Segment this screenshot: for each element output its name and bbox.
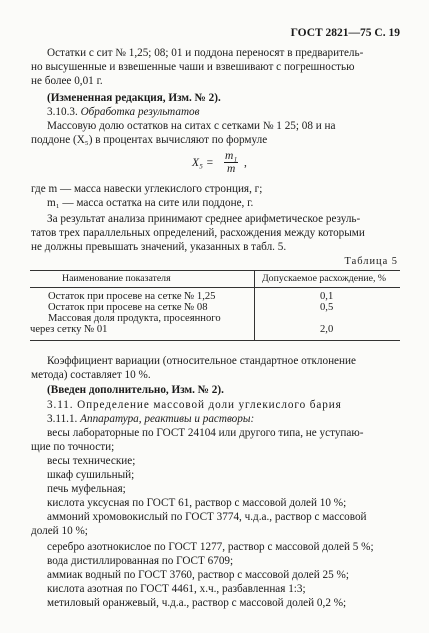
section-heading [47, 413, 254, 426]
list-item: весы технические; [47, 455, 136, 467]
paragraph-line: но высушенные и взвешенные чаши и взвешивают с погрешностью [31, 61, 355, 73]
amendment-note: (Измененная редакция, Изм. № 2). [47, 92, 221, 104]
formula-lhs: X₅ = [192, 157, 214, 169]
formula-fraction [224, 150, 238, 175]
definition-line: где m — масса навески углекислого стронция, г; [31, 183, 263, 195]
formula-tail: , [244, 157, 247, 169]
section-heading: 3.11. Определение массовой доли углекислого бария [47, 399, 342, 411]
list-item: вода дистиллированная по ГОСТ 6709; [47, 555, 234, 567]
list-item: аммиак водный по ГОСТ 3760, раствор с массовой долей 25 %; [47, 569, 349, 581]
section-title: Обработка результатов [80, 106, 200, 118]
table-header: Наименование показателя [62, 273, 171, 284]
list-item: весы лабораторные по ГОСТ 24104 или другого типа, не уступаю- [47, 427, 364, 439]
paragraph-line: За результат анализа принимают среднее арифметическое резуль- [47, 213, 361, 225]
list-item: шкаф сушильный; [47, 469, 135, 481]
amendment-note: (Введен дополнительно, Изм. № 2). [47, 384, 224, 396]
paragraph-line: Массовую долю остатков на ситах с сетками № 1 25; 08 и на [47, 120, 336, 132]
paragraph-line: не более 0,01 г. [31, 75, 103, 87]
page-header: ГОСТ 2821—75 С. 19 [290, 27, 400, 39]
formula-denominator: m [227, 163, 236, 175]
table-caption: Таблица 5 [344, 256, 398, 267]
list-item: щие по точности; [31, 441, 115, 453]
table-rule [30, 270, 400, 271]
table-cell: Остаток при просеве на сетке № 08 [48, 302, 208, 313]
list-item: аммоний хромовокислый по ГОСТ 3774, ч.д.а., раствор с массовой [47, 511, 367, 523]
list-item: печь муфельная; [47, 483, 126, 495]
table-cell: Остаток при просеве на сетке № 1,25 [48, 291, 216, 302]
section-title: Аппаратура, реактивы и растворы: [80, 413, 255, 425]
paragraph-line: метода) составляет 10 %. [31, 369, 151, 381]
list-item: серебро азотнокислое по ГОСТ 1277, раствор с массовой долей 5 %; [47, 541, 374, 553]
formula-numerator: m₁ [225, 150, 238, 162]
table-cell: 2,0 [320, 324, 334, 335]
list-item: кислота уксусная по ГОСТ 61, раствор с массовой долей 10 %; [47, 497, 347, 509]
paragraph-line: Коэффициент вариации (относительное стандартное отклонение [47, 355, 356, 367]
table-rule [30, 340, 400, 341]
table-cell: Массовая доля продукта, просеянного [48, 313, 221, 324]
definition-line: m₁ — масса остатка на сите или поддоне, г. [47, 197, 254, 209]
paragraph-line: Остатки с сит № 1,25; 08; 01 и поддона переносят в предваритель- [47, 47, 364, 59]
table-cell: 0,1 [320, 291, 334, 302]
table-rule [30, 287, 400, 288]
paragraph-line: поддоне (X₅) в процентах вычисляют по формуле [31, 134, 268, 146]
table-cell: 0,5 [320, 302, 334, 313]
table-cell: через сетку № 01 [30, 324, 108, 335]
table-header: Допускаемое расхождение, % [262, 273, 387, 284]
paragraph-line: татов трех параллельных определений, расхождения между которыми [31, 227, 365, 239]
section-heading [47, 106, 199, 119]
list-item: метиловый оранжевый, ч.д.а., раствор с массовой долей 0,2 %; [47, 597, 347, 609]
section-number: 3.10.3. [47, 106, 78, 118]
paragraph-line: не должны превышать значений, указанных в табл. 5. [31, 241, 287, 253]
section-number: 3.11.1. [47, 413, 78, 425]
table-divider [254, 270, 255, 340]
list-item: долей 10 %; [31, 525, 88, 537]
list-item: кислота азотная по ГОСТ 4461, х.ч., разбавленная 1:3; [47, 583, 306, 595]
